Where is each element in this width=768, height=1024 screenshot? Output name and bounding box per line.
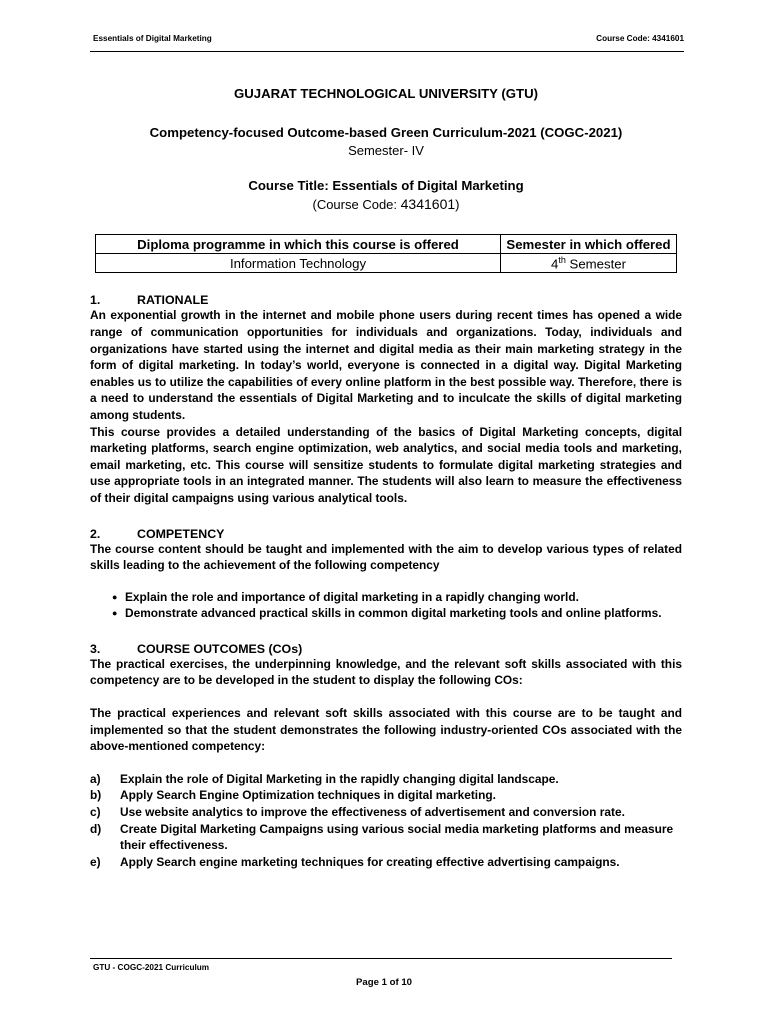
list-item [90,771,682,788]
footer-rule [90,958,672,959]
semester-number: 4 [551,256,559,272]
list-item-text: Apply Search engine marketing techniques for creating effective advertising campaigns. [120,854,620,869]
course-code-prefix: (Course Code: [312,197,401,212]
section-number: 1. [90,293,101,308]
list-marker: b) [90,788,102,803]
list-item-text: Explain the role of Digital Marketing in the rapidly changing digital landscape. [120,771,559,786]
course-outcomes-list [90,771,682,871]
table-row [96,254,677,273]
table-header-semester: Semester in which offered [501,235,677,254]
course-code-suffix: ) [455,197,460,212]
list-marker: e) [90,854,101,869]
table-cell-semester [501,254,677,273]
list-item-text: Demonstrate advanced practical skills in common digital marketing tools and online platforms. [125,606,662,621]
list-marker: d) [90,821,102,836]
list-item [90,787,682,804]
section-competency-heading [90,527,682,541]
rationale-paragraph-2: This course provides a detailed understanding of the basics of Digital Marketing concepts, digital marketing platforms, search engine optimization, web analytics, and social media tools and marketing, email marketing, etc. This course will sensitize students to formulate digital marketing strategies and use appropriate tools in an integrated manner. The students will also learn to measure the effectiveness of their digital campaigns using various analytical tools. [90,424,682,505]
header-rule [90,51,684,52]
section-title: COMPETENCY [137,526,225,541]
list-item [90,854,682,871]
outcomes-paragraph-2: The practical experiences and relevant soft skills associated with this course are to be taught and implemented so that the student demonstrates the following industry-oriented COs associated with the above-mentioned competency: [90,706,682,754]
offering-table [95,234,677,273]
course-title: Course Title: Essentials of Digital Marketing [248,178,524,193]
bullet-icon: ● [112,591,118,602]
section-number: 2. [90,526,101,541]
university-title: GUJARAT TECHNOLOGICAL UNIVERSITY (GTU) [233,86,539,101]
list-item [90,821,682,854]
list-marker: c) [90,805,101,820]
section-outcomes-heading [90,642,682,656]
list-item [112,605,682,622]
list-item-text: Explain the role and importance of digital marketing in a rapidly changing world. [125,589,579,604]
bullet-icon: ● [112,608,118,619]
running-header [93,34,684,48]
header-course-name: Essentials of Digital Marketing [93,34,212,43]
table-cell-programme: Information Technology [96,254,501,273]
section-rationale-heading [90,293,682,307]
footer-curriculum: GTU - COGC-2021 Curriculum [93,963,210,972]
section-title: COURSE OUTCOMES (COs) [137,641,303,656]
section-number: 3. [90,641,101,656]
list-item [90,804,682,821]
competency-paragraph: The course content should be taught and implemented with the aim to develop various types of related skills leading to the achievement of the following competency [90,541,682,573]
table-header-programme: Diploma programme in which this course is offered [96,235,501,254]
list-marker: a) [90,771,101,786]
page-content [90,86,682,870]
list-item [112,589,682,606]
list-item-text: Create Digital Marketing Campaigns using various social media marketing platforms and measure their effectiveness. [120,821,674,853]
semester-label: Semester- IV [348,143,424,158]
table-header-row [96,235,677,254]
section-title: RATIONALE [137,293,209,308]
semester-word: Semester [565,256,626,272]
list-item-text: Use website analytics to improve the effectiveness of advertisement and conversion rate. [120,805,625,820]
course-code-number: 4341601 [400,196,456,212]
header-course-code: Course Code: 4341601 [596,34,684,43]
curriculum-title: Competency-focused Outcome-based Green Curriculum-2021 (COGC-2021) [149,125,623,140]
competency-list [90,589,682,622]
outcomes-paragraph-1: The practical exercises, the underpinning knowledge, and the relevant soft skills associated with this competency are to be developed in the student to display the following COs: [90,656,682,688]
list-item-text: Apply Search Engine Optimization techniques in digital marketing. [120,788,496,803]
rationale-paragraph-1: An exponential growth in the internet and mobile phone users during recent times has opened a wide range of communication opportunities for individuals and organizations. Today, individuals and organizations have started using the internet and digital media as their main marketing strategy in the form of digital marketing. In today’s world, everyone is connected in a digital way. Digital Marketing enables us to utilize the capabilities of every online platform in the best possible way. Therefore, there is a need to understand the essentials of Digital Marketing and to inculcate the skills of digital marketing among students. [90,308,682,422]
course-code-line [90,196,682,212]
semester-ordinal: th [558,255,566,265]
page-number: Page 1 of 10 [356,977,412,988]
